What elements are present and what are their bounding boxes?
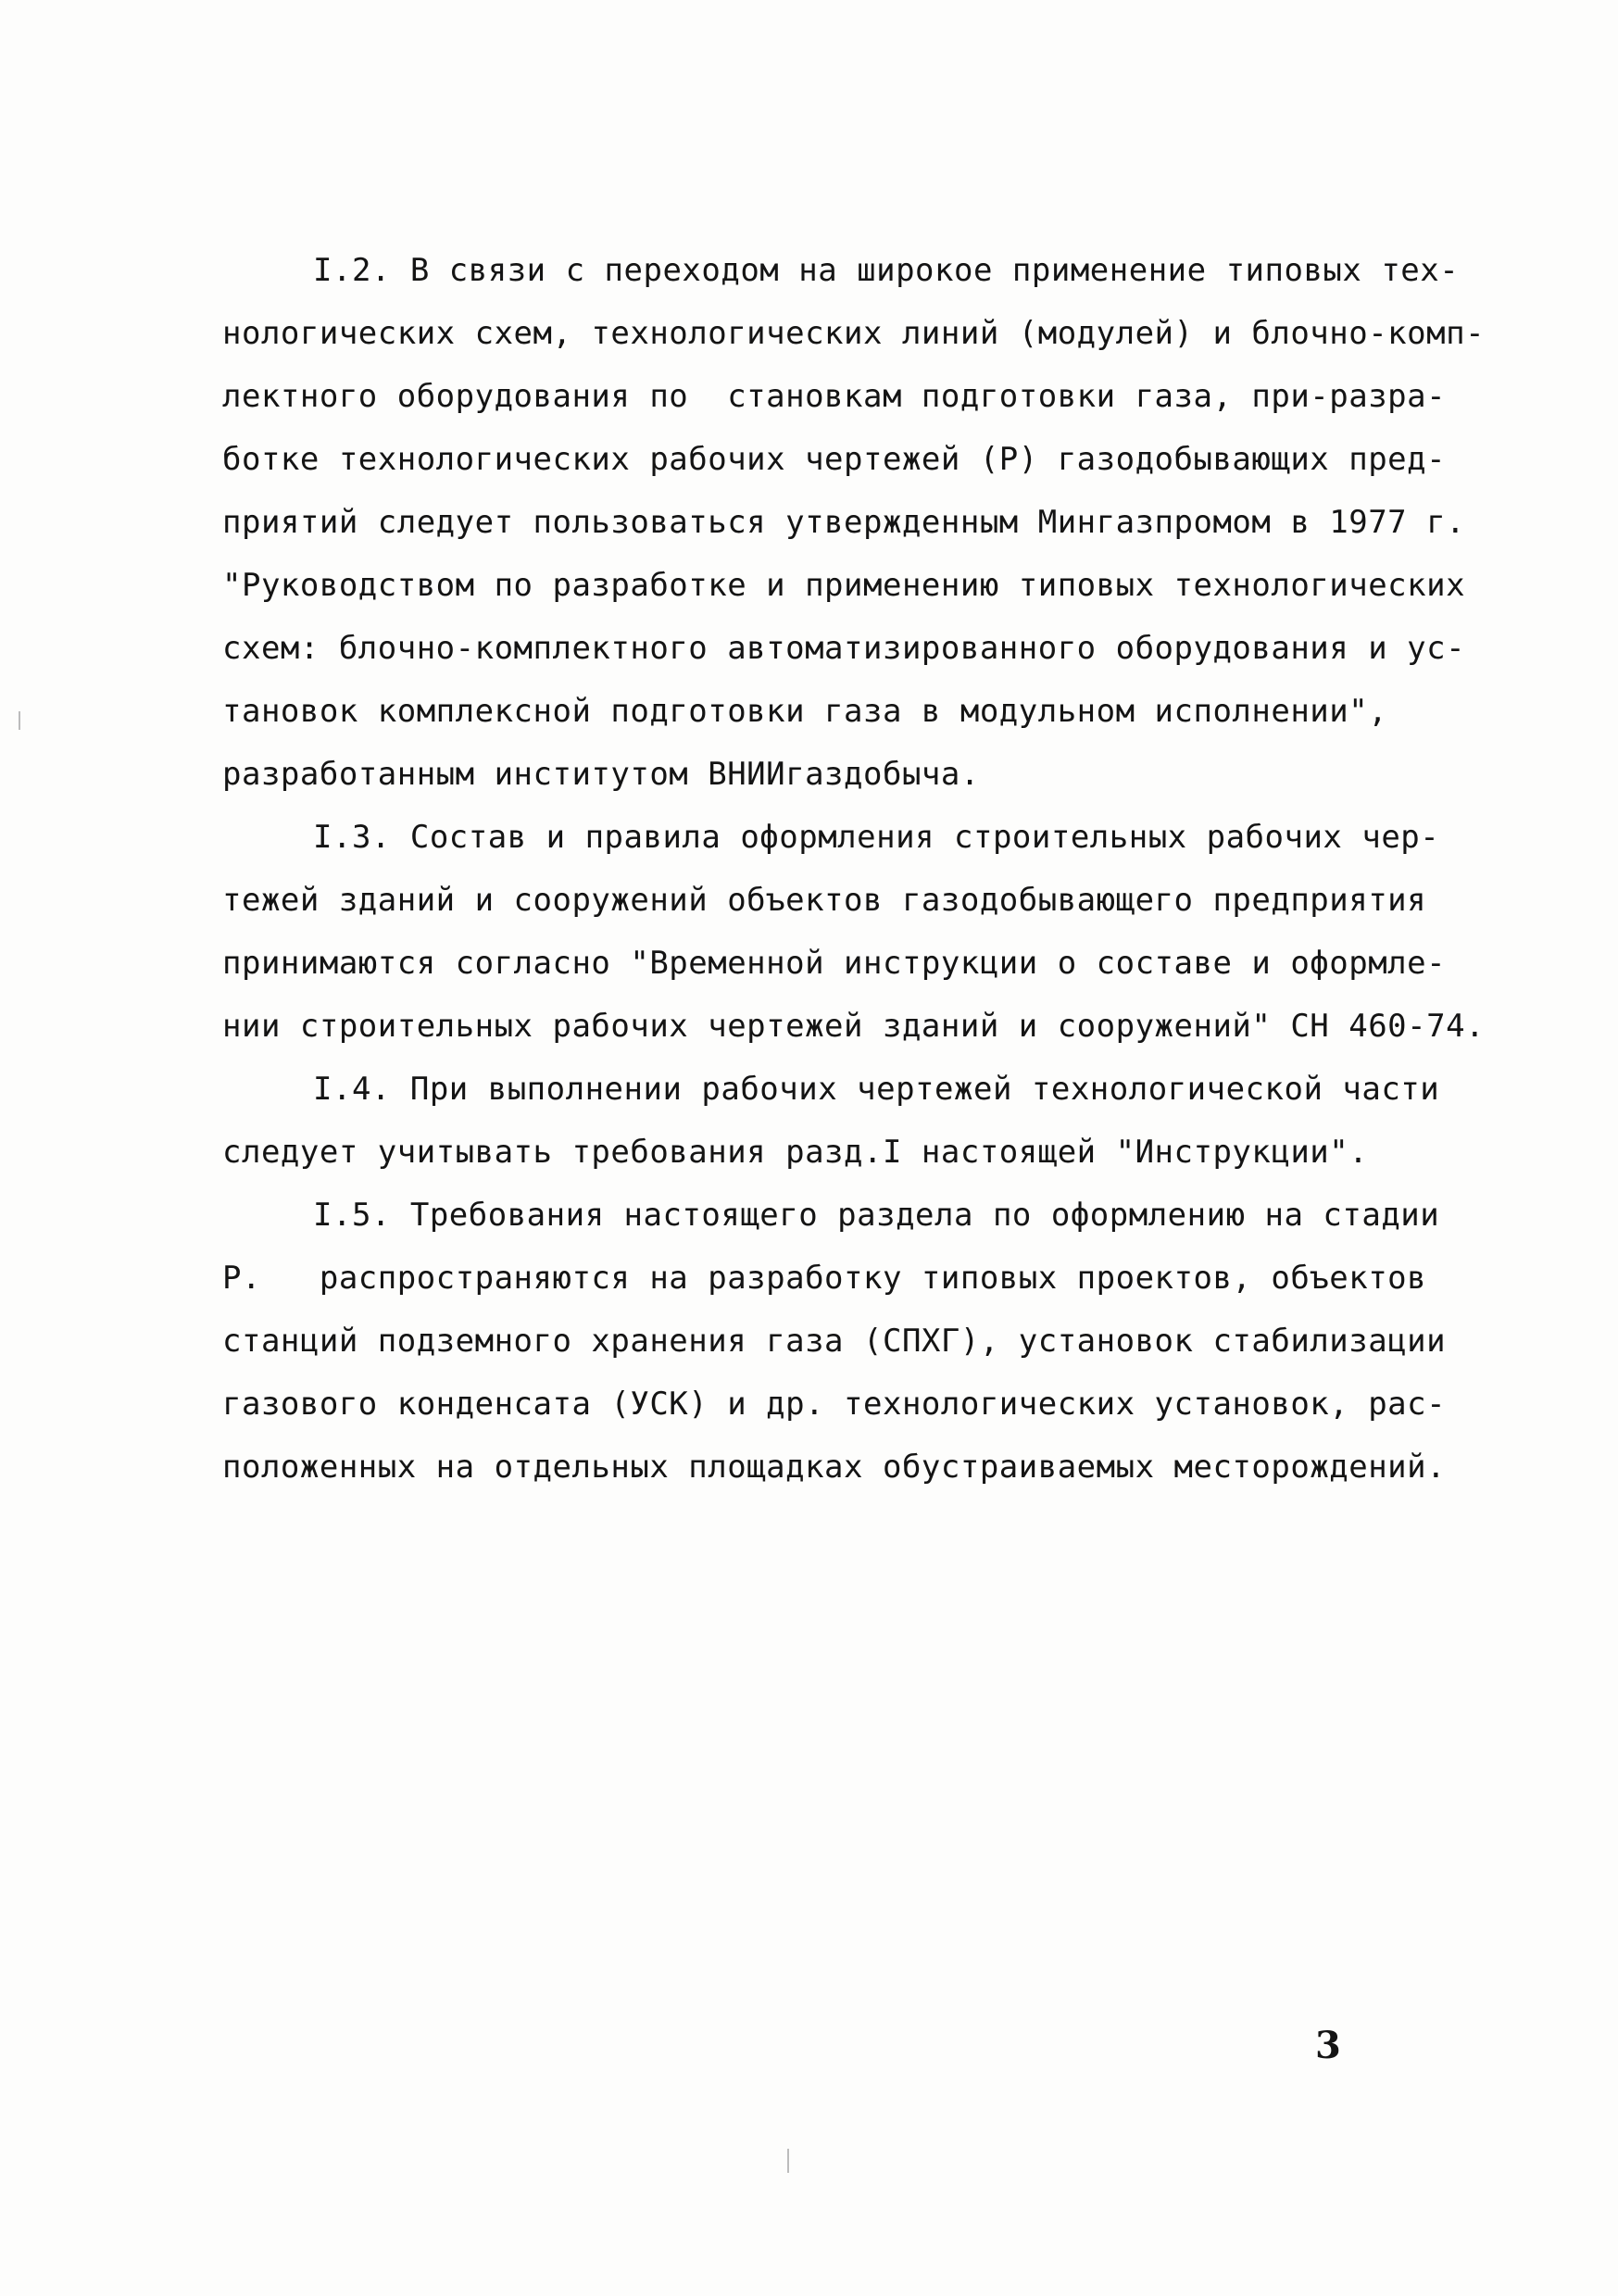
paragraph-1-4-line: I.4. При выполнении рабочих чертежей технологической части [313, 1071, 1440, 1108]
body-text [222, 239, 1486, 1499]
scan-artifact [787, 2149, 789, 2173]
paragraph-1-5-line: I.5. Требования настоящего раздела по оформлению на стадии [313, 1197, 1440, 1234]
paragraph-1-5-line: станций подземного хранения газа (СПХГ), установок стабилизации [222, 1323, 1447, 1360]
paragraph-1-2-line: I.2. В связи с переходом на широкое применение типовых тех- [313, 252, 1460, 289]
paragraph-1-2-line: нологических схем, технологических линий (модулей) и блочно-комп- [222, 315, 1486, 352]
paragraph-1-5-line: Р. распространяются на разработку типовых проектов, объектов [222, 1260, 1427, 1297]
paragraph-1-5-line: положенных на отдельных площадках обустраиваемых месторождений. [222, 1449, 1447, 1486]
paragraph-1-2-line: лектного оборудования по становкам подготовки газа, при-разра- [222, 378, 1447, 415]
paragraph-1-3-line: тежей зданий и сооружений объектов газодобывающего предприятия [222, 882, 1427, 919]
paragraph-1-3-line: принимаются согласно "Временной инструкции о составе и оформле- [222, 945, 1447, 982]
paragraph-1-3-line: I.3. Состав и правила оформления строительных рабочих чер- [313, 819, 1440, 856]
paragraph-1-2-line: тановок комплексной подготовки газа в модульном исполнении", [222, 693, 1388, 730]
paragraph-1-2-line: схем: блочно-комплектного автоматизированного оборудования и ус- [222, 630, 1466, 667]
paragraph-1-2-line: "Руководством по разработке и применению типовых технологических [222, 567, 1466, 604]
paragraph-1-4-line: следует учитывать требования разд.I настоящей "Инструкции". [222, 1134, 1369, 1171]
paragraph-1-2-line: разработанным институтом ВНИИгаздобыча. [222, 756, 980, 793]
paragraph-1-2-line: ботке технологических рабочих чертежей (Р) газодобывающих пред- [222, 441, 1447, 478]
scan-artifact [19, 711, 20, 730]
paragraph-1-5-line: газового конденсата (УСК) и др. технологических установок, рас- [222, 1386, 1447, 1423]
page-number: 3 [1315, 2024, 1341, 2067]
paragraph-1-3-line: нии строительных рабочих чертежей зданий и сооружений" СН 460-74. [222, 1008, 1486, 1045]
paragraph-1-2-line: приятий следует пользоваться утвержденным Мингазпромом в 1977 г. [222, 504, 1466, 541]
